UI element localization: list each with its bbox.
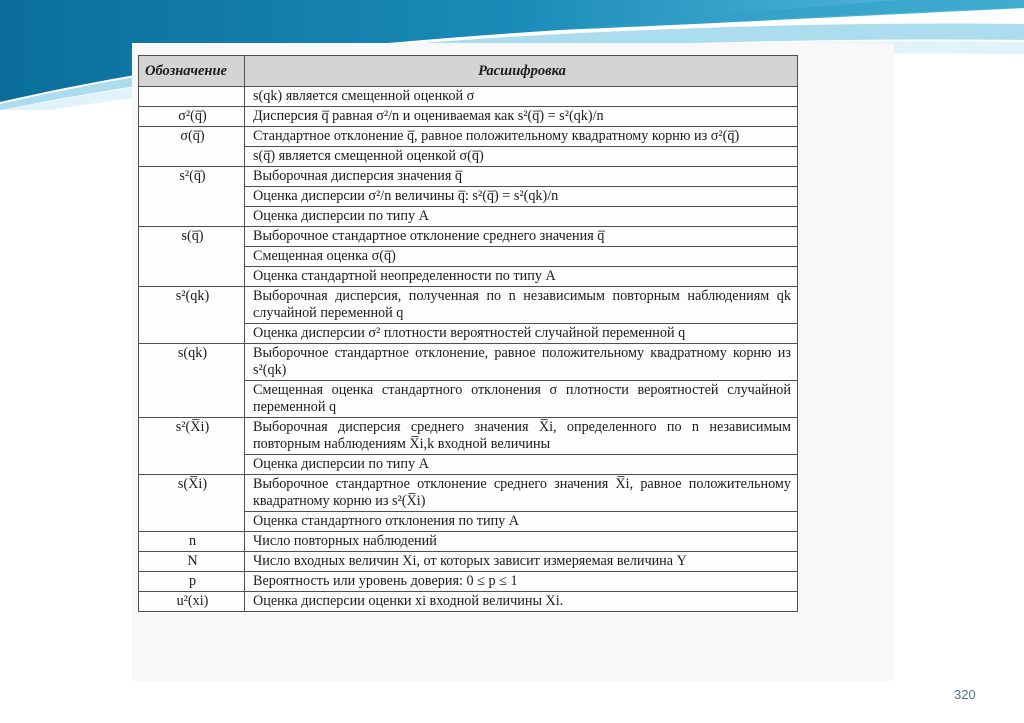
notation-cell: s(q̅) (139, 227, 245, 287)
decoding-cell: Оценка дисперсии σ²/n величины q̅: s²(q̅) = s²(qk)/n (245, 187, 798, 207)
decoding-cell: Выборочная дисперсия значения q̅ (245, 167, 798, 187)
decoding-cell: Выборочное стандартное отклонение среднего значения X̅i, равное положительному квадратному корню из s²(X̅i) (245, 475, 798, 512)
table-row (139, 592, 798, 612)
table-header-row (139, 56, 798, 87)
header-decoding: Расшифровка (245, 56, 798, 87)
page-number: 320 (954, 687, 976, 702)
decoding-cell: Выборочное стандартное отклонение, равное положительному квадратному корню из s²(qk) (245, 344, 798, 381)
decoding-cell: Вероятность или уровень доверия: 0 ≤ p ≤ 1 (245, 572, 798, 592)
decoding-cell: Оценка стандартного отклонения по типу A (245, 512, 798, 532)
notation-cell: s²(q̅) (139, 167, 245, 227)
table-row (139, 344, 798, 381)
notation-cell: s(qk) (139, 344, 245, 418)
notation-cell: σ(q̅) (139, 127, 245, 167)
notation-cell: u²(xi) (139, 592, 245, 612)
decoding-cell: Оценка дисперсии по типу A (245, 207, 798, 227)
decoding-cell: Выборочная дисперсия среднего значения X̅i, определенного по n независимым повторным наблюдениям X̅i,k входной величины (245, 418, 798, 455)
table-row (139, 418, 798, 455)
header-notation: Обозначение (139, 56, 245, 87)
notation-cell: s²(qk) (139, 287, 245, 344)
decoding-cell: Выборочное стандартное отклонение среднего значения q̅ (245, 227, 798, 247)
decoding-cell: Оценка дисперсии оценки xi входной величины Xi. (245, 592, 798, 612)
decoding-cell: Смещенная оценка σ(q̅) (245, 247, 798, 267)
table-row (139, 107, 798, 127)
decoding-cell: Выборочная дисперсия, полученная по n независимым повторным наблюдениям qk случайной переменной q (245, 287, 798, 324)
table-row (139, 572, 798, 592)
notation-table (138, 55, 798, 612)
notation-cell: s(X̅i) (139, 475, 245, 532)
table-row (139, 475, 798, 512)
decoding-cell: Число входных величин Xi, от которых зависит измеряемая величина Y (245, 552, 798, 572)
notation-cell: p (139, 572, 245, 592)
decoding-cell: Оценка дисперсии по типу A (245, 455, 798, 475)
decoding-cell: Число повторных наблюдений (245, 532, 798, 552)
decoding-cell: Дисперсия q̅ равная σ²/n и оцениваемая как s²(q̅) = s²(qk)/n (245, 107, 798, 127)
notation-cell: σ²(q̅) (139, 107, 245, 127)
decoding-cell: Оценка стандартной неопределенности по типу A (245, 267, 798, 287)
table-row (139, 87, 798, 107)
notation-cell: s²(X̅i) (139, 418, 245, 475)
decoding-cell: s(q̅) является смещенной оценкой σ(q̅) (245, 147, 798, 167)
table-row (139, 552, 798, 572)
decoding-cell: Смещенная оценка стандартного отклонения σ плотности вероятностей случайной переменной q (245, 381, 798, 418)
notation-cell: N (139, 552, 245, 572)
table-row (139, 167, 798, 187)
table-body (139, 87, 798, 612)
notation-cell: n (139, 532, 245, 552)
decoding-cell: s(qk) является смещенной оценкой σ (245, 87, 798, 107)
notation-cell (139, 87, 245, 107)
table-row (139, 227, 798, 247)
table-row (139, 127, 798, 147)
table-row (139, 287, 798, 324)
decoding-cell: Оценка дисперсии σ² плотности вероятностей случайной переменной q (245, 324, 798, 344)
decoding-cell: Стандартное отклонение q̅, равное положительному квадратному корню из σ²(q̅) (245, 127, 798, 147)
table-row (139, 532, 798, 552)
